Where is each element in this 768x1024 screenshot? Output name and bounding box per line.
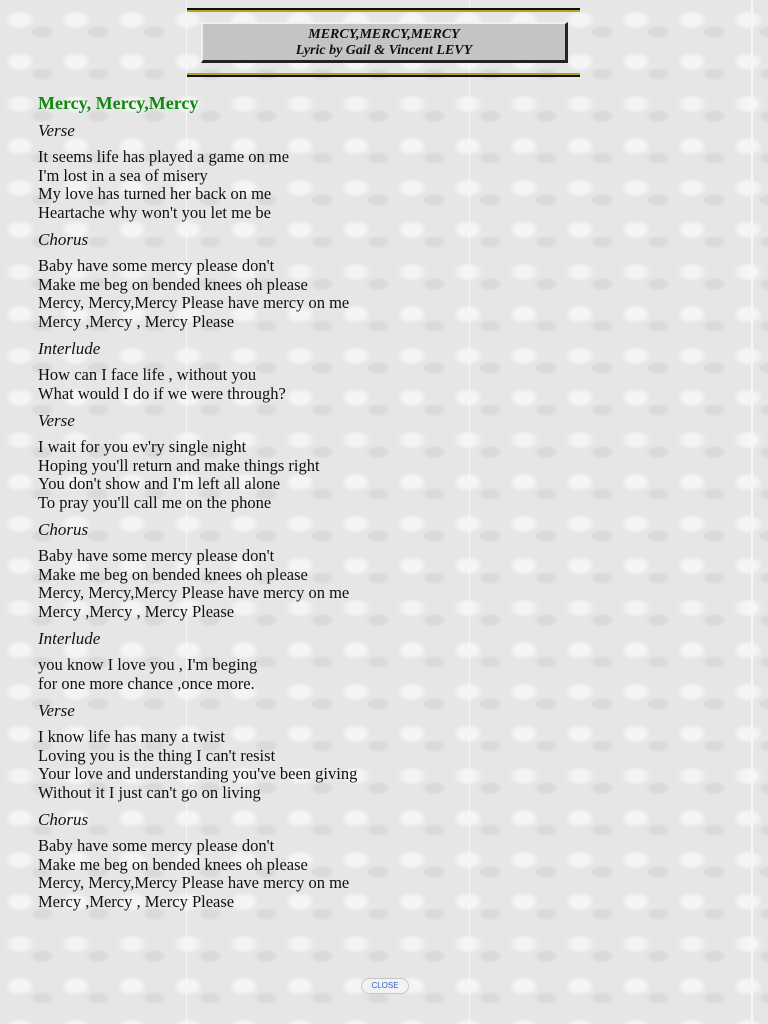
section-label: Verse	[38, 121, 75, 140]
close-button[interactable]: CLOSE	[361, 978, 409, 994]
lyric-line: I wait for you ev'ry single night	[38, 437, 247, 456]
lyric-block	[38, 366, 478, 403]
lyric-line: Without it I just can't go on living	[38, 782, 261, 802]
lyrics-sections	[38, 121, 478, 911]
header-banner	[187, 8, 580, 77]
lyric-line: My love has turned her back on me	[38, 184, 272, 203]
header-title: MERCY,MERCY,MERCY	[308, 27, 460, 42]
section-label: Chorus	[38, 230, 89, 249]
title-box	[201, 22, 568, 63]
lyric-line: Make me beg on bended knees oh please	[38, 854, 308, 874]
lyric-block	[38, 547, 478, 621]
lyric-line: I know life has many a twist	[38, 727, 225, 746]
section-label: Verse	[38, 701, 75, 720]
lyric-block	[38, 837, 478, 911]
lyric-line: Mercy, Mercy,Mercy Please have mercy on me	[38, 293, 350, 312]
background-divider	[751, 0, 753, 1024]
lyric-line: for one more chance ,once more.	[38, 673, 255, 693]
lyric-block	[38, 148, 478, 222]
lyric-line: Mercy ,Mercy , Mercy Please	[38, 311, 235, 331]
lyric-line: How can I face life , without you	[38, 365, 257, 384]
section-label: Interlude	[38, 629, 101, 648]
section-label: Chorus	[38, 520, 89, 539]
lyric-line: It seems life has played a game on me	[38, 147, 290, 166]
lyric-line: you know I love you , I'm beging	[38, 655, 258, 674]
lyric-line: Mercy ,Mercy , Mercy Please	[38, 601, 235, 621]
section-label: Interlude	[38, 339, 101, 358]
lyric-line: Baby have some mercy please don't	[38, 546, 275, 565]
lyric-block	[38, 728, 478, 802]
lyric-line: Heartache why won't you let me be	[38, 202, 271, 222]
top-rule	[187, 8, 580, 12]
lyric-line: Loving you is the thing I can't resist	[38, 745, 276, 765]
lyric-line: Your love and understanding you've been giving	[38, 764, 358, 783]
header-credit: Lyric by Gail & Vincent LEVY	[295, 43, 473, 58]
section-label: Chorus	[38, 810, 89, 829]
bottom-rule	[187, 73, 580, 77]
lyric-line: To pray you'll call me on the phone	[38, 492, 272, 512]
lyric-line: Mercy, Mercy,Mercy Please have mercy on me	[38, 583, 350, 602]
lyric-block	[38, 438, 478, 512]
lyric-line: Make me beg on bended knees oh please	[38, 274, 308, 294]
lyric-block	[38, 257, 478, 331]
lyrics-content	[38, 93, 478, 911]
lyric-line: Baby have some mercy please don't	[38, 836, 275, 855]
lyric-line: Mercy, Mercy,Mercy Please have mercy on me	[38, 873, 350, 892]
lyric-line: I'm lost in a sea of misery	[38, 165, 208, 185]
lyric-block	[38, 656, 478, 693]
lyric-line: Mercy ,Mercy , Mercy Please	[38, 891, 235, 911]
lyric-line: Hoping you'll return and make things right	[38, 455, 320, 475]
lyric-line: Baby have some mercy please don't	[38, 256, 275, 275]
section-label: Verse	[38, 411, 75, 430]
lyric-line: What would I do if we were through?	[38, 383, 286, 403]
song-title: Mercy, Mercy,Mercy	[38, 93, 199, 113]
lyric-line: You don't show and I'm left all alone	[38, 474, 281, 493]
lyric-line: Make me beg on bended knees oh please	[38, 564, 308, 584]
